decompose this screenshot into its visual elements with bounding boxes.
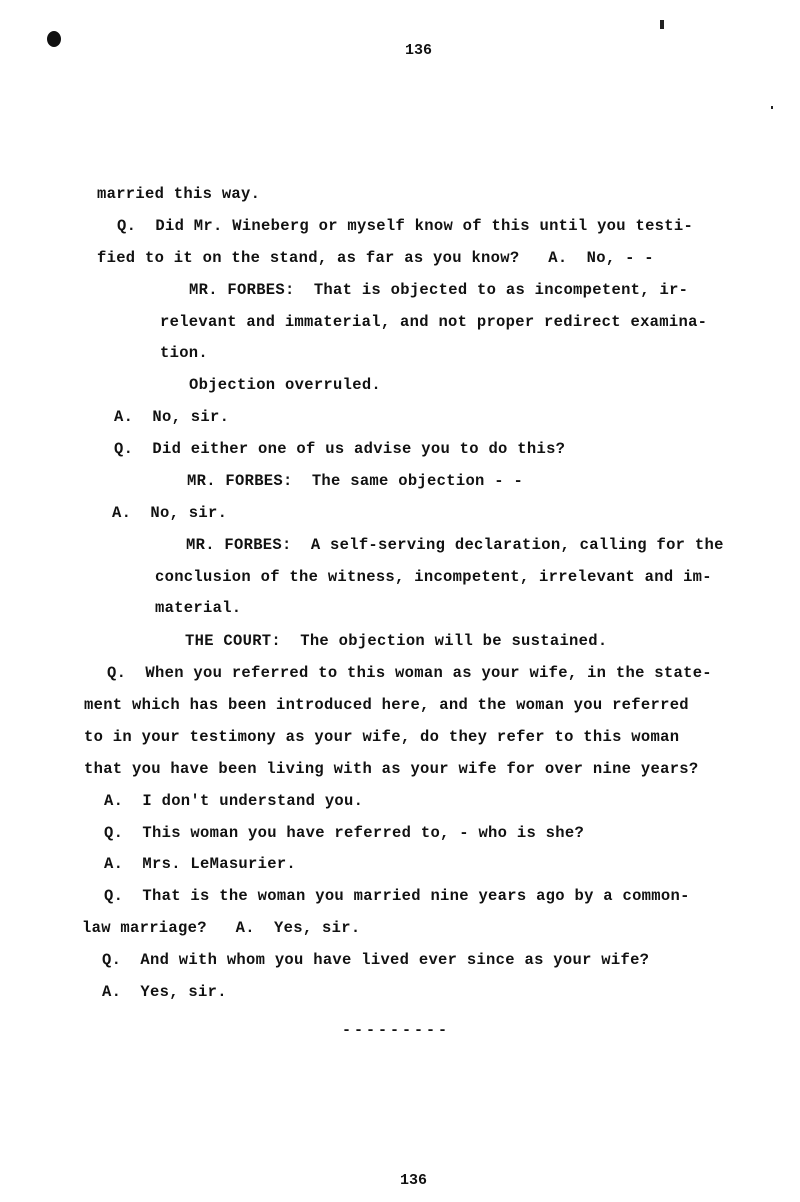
- transcript-line: Q. Did either one of us advise you to do this?: [114, 440, 566, 458]
- transcript-line: Q. That is the woman you married nine years ago by a common-: [104, 887, 690, 905]
- end-rule-divider: ---------: [342, 1022, 451, 1039]
- transcript-line: Q. And with whom you have lived ever since as your wife?: [102, 951, 650, 969]
- transcript-line: THE COURT: The objection will be sustained.: [185, 632, 608, 650]
- transcript-line: MR. FORBES: A self-serving declaration, calling for the: [186, 536, 724, 554]
- transcript-line: material.: [155, 599, 242, 617]
- transcript-line: Q. When you referred to this woman as your wife, in the state-: [107, 664, 712, 682]
- transcript-line: MR. FORBES: That is objected to as incompetent, ir-: [189, 281, 689, 299]
- transcript-line: conclusion of the witness, incompetent, irrelevant and im-: [155, 568, 712, 586]
- page-number-bottom: 136: [400, 1172, 428, 1189]
- transcript-line: A. No, sir.: [114, 408, 230, 426]
- transcript-line: A. Mrs. LeMasurier.: [104, 855, 297, 873]
- transcript-line: A. No, sir.: [112, 504, 228, 522]
- transcript-line: law marriage? A. Yes, sir.: [82, 919, 361, 937]
- transcript-line: A. I don't understand you.: [104, 792, 364, 810]
- transcript-line: tion.: [160, 344, 209, 362]
- transcript-line: Objection overruled.: [189, 376, 382, 394]
- transcript-line: to in your testimony as your wife, do they refer to this woman: [84, 728, 680, 746]
- transcript-line: Q. This woman you have referred to, - who is she?: [104, 824, 585, 842]
- punch-hole-mark: [47, 31, 61, 47]
- transcript-line: relevant and immaterial, and not proper redirect examina-: [160, 313, 708, 331]
- transcript-line: ment which has been introduced here, and the woman you referred: [84, 696, 689, 714]
- scan-speck: [660, 20, 664, 29]
- transcript-line: that you have been living with as your wife for over nine years?: [84, 760, 699, 778]
- transcript-line: A. Yes, sir.: [102, 983, 227, 1001]
- transcript-line: married this way.: [97, 185, 261, 203]
- page-number-top: 136: [405, 42, 433, 59]
- scan-speck: [771, 106, 773, 109]
- transcript-line: MR. FORBES: The same objection - -: [187, 472, 524, 490]
- transcript-line: fied to it on the stand, as far as you know? A. No, - -: [97, 249, 654, 267]
- transcript-line: Q. Did Mr. Wineberg or myself know of this until you testi-: [117, 217, 694, 235]
